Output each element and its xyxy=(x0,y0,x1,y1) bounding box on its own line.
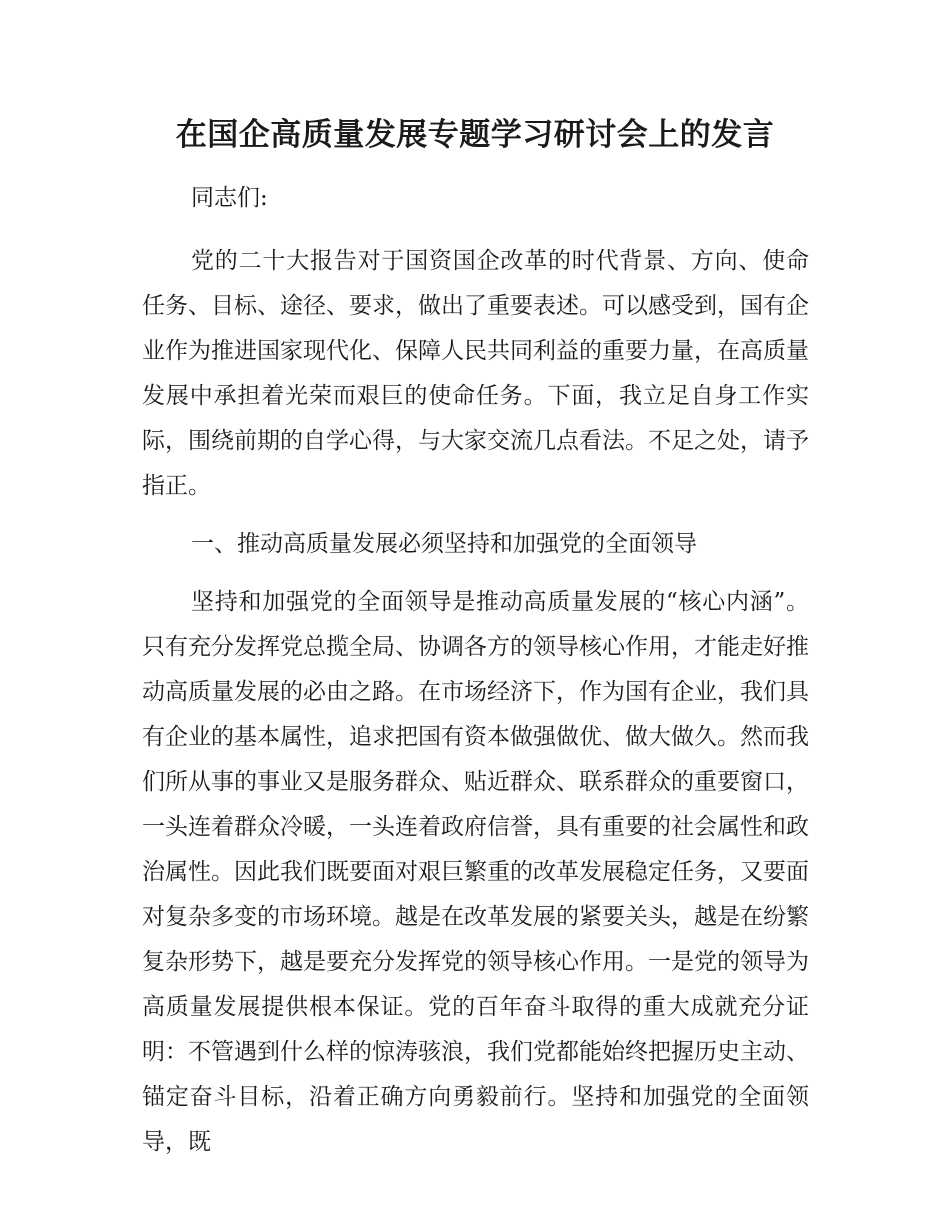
document-title: 在国企高质量发展专题学习研讨会上的发言 xyxy=(175,117,775,153)
intro-paragraph: 党的二十大报告对于国资国企改革的时代背景、方向、使命任务、目标、途径、要求，做出了重要表述。可以感受到，国有企业作为推进国家现代化、保障人民共同利益的重要力量，在高质量发展中承担着光荣而艰巨的使命任务。下面，我立足自身工作实际，围绕前期的自学心得，与大家交流几点看法。不足之处，请予指正。 xyxy=(142,248,809,499)
salutation: 同志们: xyxy=(191,185,268,211)
document-body xyxy=(142,176,809,1165)
body-paragraph: 坚持和加强党的全面领导是推动高质量发展的“核心内涵”。只有充分发挥党总揽全局、协调各方的领导核心作用，才能走好推动高质量发展的必由之路。在市场经济下，作为国有企业，我们具有企业的基本属性，追求把国有资本做强做优、做大做久。然而我们所从事的事业又是服务群众、贴近群众、联系群众的重要窗口，一头连着群众冷暖，一头连着政府信誉，具有重要的社会属性和政治属性。因此我们既要面对艰巨繁重的改革发展稳定任务，又要面对复杂多变的市场环境。越是在改革发展的紧要关头，越是在纷繁复杂形势下，越是要充分发挥党的领导核心作用。一是党的领导为高质量发展提供根本保证。党的百年奋斗取得的重大成就充分证明：不管遇到什么样的惊涛骇浪，我们党都能始终把握历史主动、锚定奋斗目标，沿着正确方向勇毅前行。坚持和加强党的全面领导，既 xyxy=(142,589,809,1155)
section-heading: 一、推动高质量发展必须坚持和加强党的全面领导 xyxy=(191,531,697,557)
